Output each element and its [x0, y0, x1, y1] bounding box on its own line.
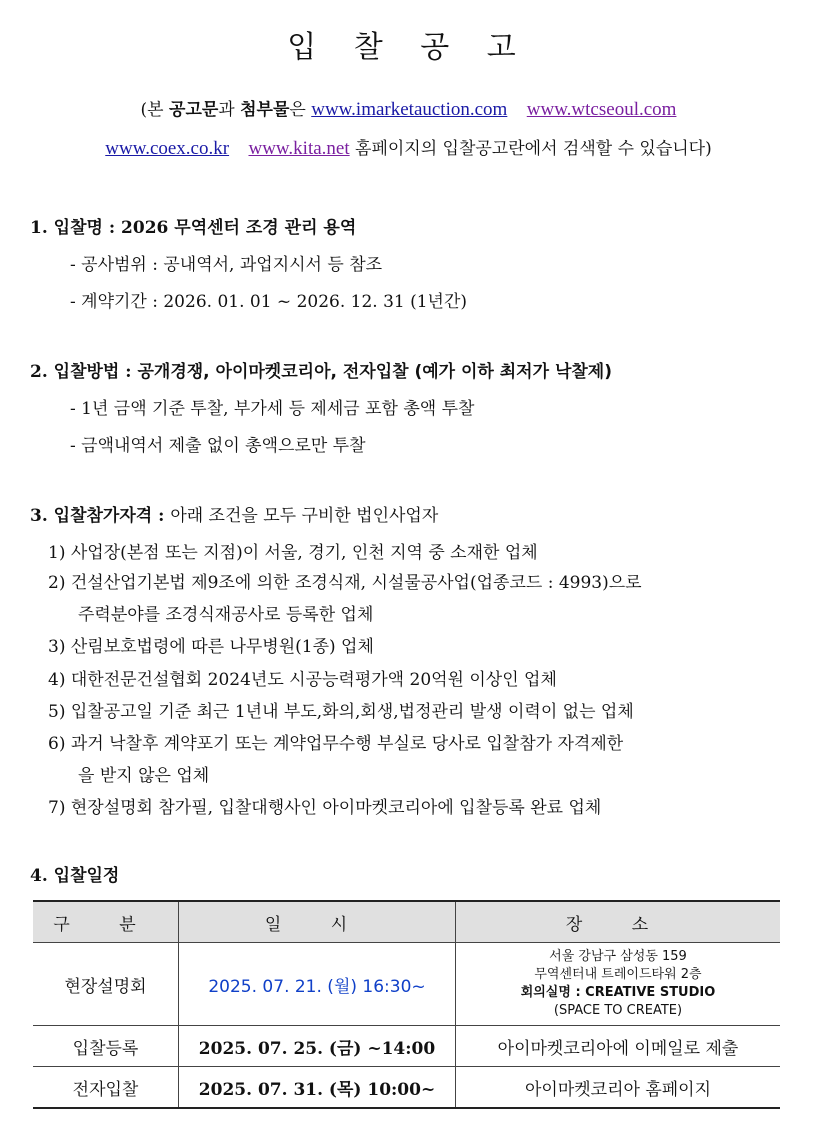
table-row	[33, 1067, 780, 1109]
section3-item-cont: 주력분야를 조경식재공사로 등록한 업체	[78, 605, 374, 625]
section2-heading: 2. 입찰방법 : 공개경쟁, 아이마켓코리아, 전자입찰 (예가 이하 최저가 낙찰제)	[30, 362, 612, 382]
intro-bold-announcement: 공고문	[169, 100, 219, 120]
header-category: 구 분	[33, 901, 179, 943]
link-coex[interactable]: www.coex.co.kr	[105, 138, 230, 159]
intro-line-2	[0, 134, 817, 160]
section3-item: 2) 건설산업기본법 제9조에 의한 조경식재, 시설물공사업(업종코드 : 4993)으로	[48, 573, 642, 593]
row-category: 현장설명회	[33, 943, 179, 1026]
intro-tail: 홈페이지의 입찰공고란에서 검색할 수 있습니다)	[349, 139, 712, 159]
schedule-table	[33, 900, 780, 1109]
intro-bold-attachments: 첨부물	[240, 100, 290, 120]
section1-heading: 1. 입찰명 : 2026 무역센터 조경 관리 용역	[30, 218, 357, 238]
section4-heading: 4. 입찰일정	[30, 866, 120, 886]
section2-item: - 금액내역서 제출 없이 총액으로만 투찰	[70, 436, 366, 456]
section3-item: 4) 대한전문건설협회 2024년도 시공능력평가액 20억원 이상인 업체	[48, 670, 557, 690]
section1-item: - 공사범위 : 공내역서, 과업지시서 등 참조	[70, 255, 383, 275]
row-place: 아이마켓코리아에 이메일로 제출	[456, 1026, 781, 1067]
row-datetime: 2025. 07. 31. (목) 10:00~	[179, 1067, 456, 1109]
section3-item: 3) 산림보호법령에 따른 나무병원(1종) 업체	[48, 637, 374, 657]
link-kita[interactable]: www.kita.net	[248, 138, 350, 159]
link-wtcseoul[interactable]: www.wtcseoul.com	[526, 99, 677, 120]
row-category: 입찰등록	[33, 1026, 179, 1067]
row-datetime: 2025. 07. 25. (금) ~14:00	[179, 1026, 456, 1067]
table-row	[33, 1026, 780, 1067]
link-imarketauction[interactable]: www.imarketauction.com	[311, 99, 508, 120]
header-place: 장 소	[456, 901, 781, 943]
table-header-row	[33, 901, 780, 943]
section3-item: 6) 과거 낙찰후 계약포기 또는 계약업무수행 부실로 당사로 입찰참가 자격제한	[48, 734, 624, 754]
header-datetime: 일 시	[179, 901, 456, 943]
row-datetime: 2025. 07. 21. (월) 16:30~	[179, 943, 456, 1026]
intro-open: (본	[140, 100, 170, 120]
section3-item-cont: 을 받지 않은 업체	[78, 766, 210, 786]
section2-item: - 1년 금액 기준 투찰, 부가세 등 제세금 포함 총액 투찰	[70, 399, 475, 419]
table-row	[33, 943, 780, 1026]
intro-mid-1: 과	[218, 100, 241, 120]
row-place: 아이마켓코리아 홈페이지	[456, 1067, 781, 1109]
row-place: 서울 강남구 삼성동 159 무역센터내 트레이드타워 2층 회의실명 : CREATIVE STUDIO (SPACE TO CREATE)	[456, 943, 781, 1026]
section3-heading: 3. 입찰참가자격 : 아래 조건을 모두 구비한 법인사업자	[30, 506, 439, 526]
intro-mid-2: 은	[289, 100, 312, 120]
intro-line-1	[0, 95, 817, 121]
section3-item: 1) 사업장(본점 또는 지점)이 서울, 경기, 인천 지역 중 소재한 업체	[48, 543, 538, 563]
section1-item: - 계약기간 : 2026. 01. 01 ~ 2026. 12. 31 (1년간)	[70, 292, 468, 312]
row-category: 전자입찰	[33, 1067, 179, 1109]
section3-item: 7) 현장설명회 참가필, 입찰대행사인 아이마켓코리아에 입찰등록 완료 업체	[48, 798, 602, 818]
section3-item: 5) 입찰공고일 기준 최근 1년내 부도,화의,회생,법정관리 발생 이력이 없는 업체	[48, 702, 634, 722]
notice-title: 입 찰 공 고	[287, 30, 530, 65]
